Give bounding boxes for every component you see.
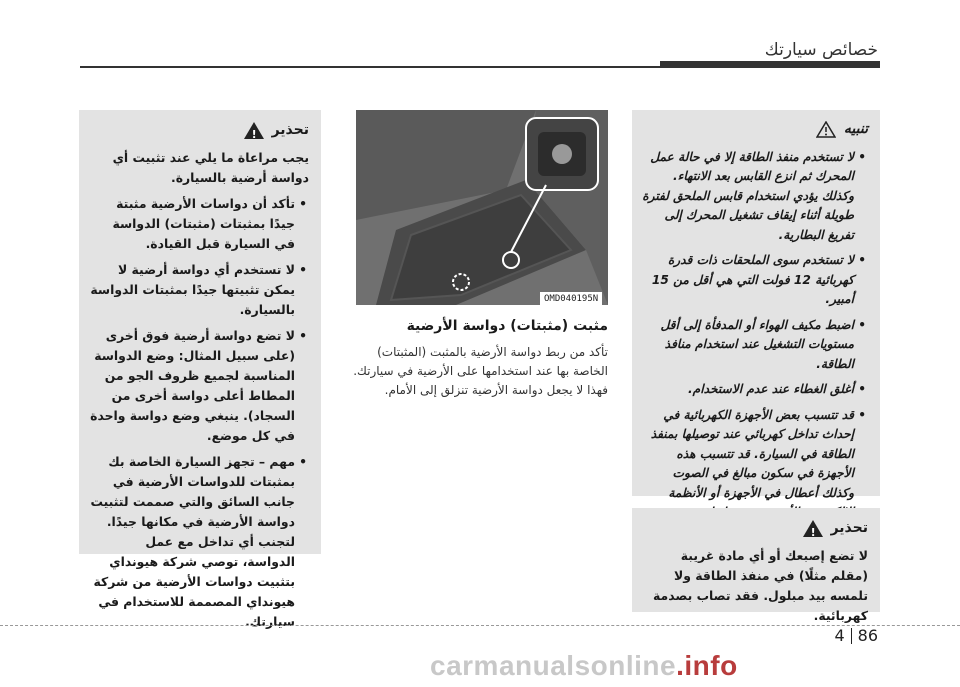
page-index: 86 — [857, 626, 878, 645]
caution-title-row — [642, 120, 868, 140]
warning-triangle-icon — [244, 122, 264, 139]
warning-title-row — [89, 120, 309, 140]
header-title: خصائص سيارتك — [764, 40, 878, 60]
warning-item: • لا تستخدم أي دواسة أرضية لا يمكن تثبيتها جيدًا بمثبتات الدواسة بالسيارة. — [89, 260, 295, 320]
footer-divider — [0, 625, 960, 626]
warning-triangle-icon — [803, 520, 823, 537]
watermark — [430, 650, 738, 682]
warning-item: • لا تضع دواسة أرضية فوق أخرى (على سبيل المثال: وضع الدواسة المناسبة لجميع ظروف الجو من المطاط أعلى دواسة أخرى من السجاد). ينبغي وضع دواسة واحدة في كل موضع. — [89, 326, 295, 446]
caution-triangle-icon — [816, 121, 836, 138]
floor-mat-illustration — [356, 110, 608, 305]
warning-intro: يجب مراعاة ما يلي عند تثبيت أي دواسة أرضية بالسيارة. — [112, 150, 309, 185]
warning-item: • تأكد أن دواسات الأرضية مثبتة جيدًا بمثبتات (مثبتات) الدواسة في السيارة قبل القيادة. — [89, 194, 295, 254]
warning-bottom-body: لا تضع إصبعك أو أي مادة غريبة (مقلم مثلًا) في منفذ الطاقة ولا تلمسه بيد مبلول. فقد تصاب بصدمة كهربائية. — [653, 548, 868, 623]
warning-box-main — [79, 110, 321, 629]
header-bar — [660, 61, 880, 68]
watermark-main: carmanualsonline — [430, 650, 677, 681]
floor-mat-anchor-photo — [356, 110, 608, 305]
caution-title: تنبيه — [843, 121, 868, 137]
page-chapter: 4 — [834, 626, 845, 645]
caution-item: • لا تستخدم منفذ الطاقة إلا في حالة عمل المحرك ثم انزع القابس بعد الانتهاء. وكذلك يؤدي استخدام قابس الملحق لفترة طويلة أثناء إيقاف تشغيل المحرك إلى تفريغ البطارية. — [642, 148, 854, 246]
page-number-separator — [851, 628, 852, 644]
warning-bottom-title: تحذير — [830, 520, 868, 536]
caution-item: • أغلق الغطاء عند عدم الاستخدام. — [642, 380, 854, 400]
section-title: مثبت (مثبتات) دواسة الأرضية — [406, 318, 608, 334]
caution-box — [632, 110, 880, 500]
warning-list — [89, 194, 309, 632]
caution-item: • اضبط مكيف الهواء أو المدفأة إلى أقل مستويات التشغيل عند استخدام منافذ الطاقة. — [642, 316, 854, 375]
caution-item: • قد تتسبب بعض الأجهزة الكهربائية في إحداث تداخل كهربائي عند توصيلها بمنفذ الطاقة في السيارة. قد تتسبب هذه الأجهزة في سكون مبالغ في الصوت وكذلك أعطال في الأجهزة أو الأنظمة — [642, 406, 854, 523]
caution-item: • لا تستخدم سوى الملحقات ذات قدرة كهربائية 12 فولت التي هي أقل من 15 أمبير. — [642, 251, 854, 310]
watermark-suffix: .info — [676, 650, 738, 681]
photo-caption: OMD040195N — [540, 292, 602, 306]
page-number — [834, 626, 878, 645]
warning-item: • مهم – تجهز السيارة الخاصة بك بمثبتات للدواسات الأرضية في جانب السائق والتي صممت لتثبيت دواسة الأرضية في مكانها جيدًا. لتجنب أي تداخل مع عمل الدواسة، توصي شركة هيونداي بتثبيت دواسات الأرضية من شركة هيونداي المصممة للاستخدام في سيارتك. — [89, 452, 295, 632]
section-body: تأكد من ربط دواسة الأرضية بالمثبت (المثبتات) الخاصة بها عند استخدامها على الأرضية في سيارتك. فهذا لا يجعل دواسة الأرضية تنزلق إلى الأمام. — [353, 345, 608, 397]
warning-bottom-title-row — [642, 518, 868, 538]
warning-box-secondary — [632, 508, 880, 623]
caution-list — [642, 148, 868, 523]
warning-title: تحذير — [271, 122, 309, 138]
